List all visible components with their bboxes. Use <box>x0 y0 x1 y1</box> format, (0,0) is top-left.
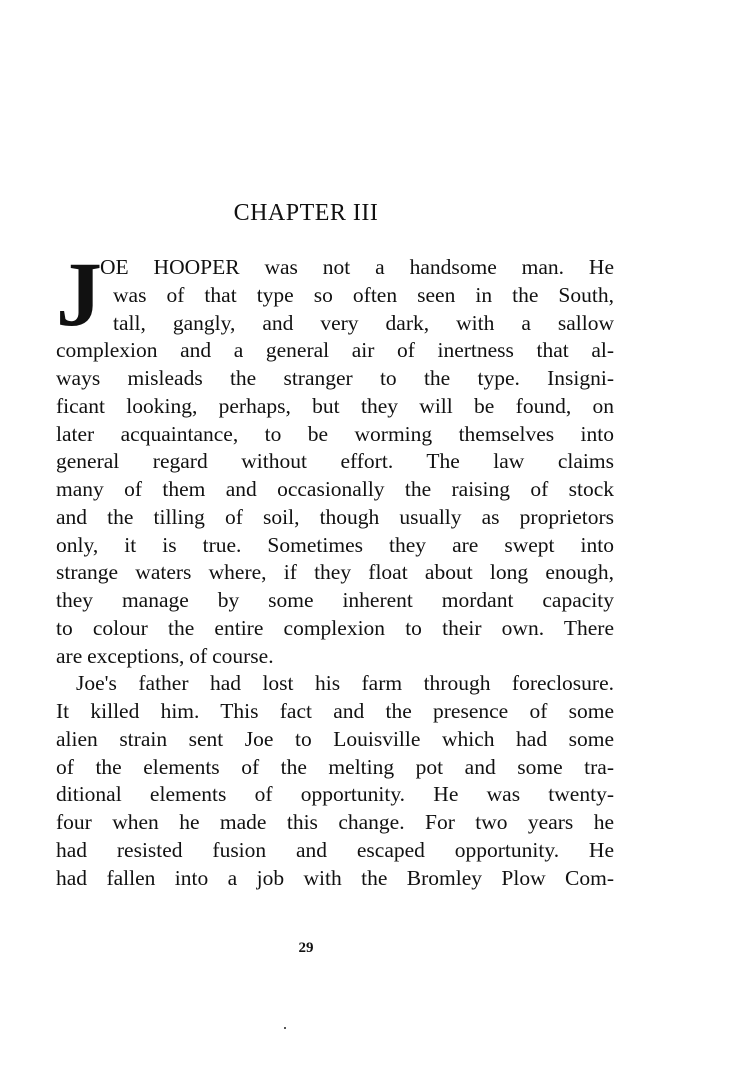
text-line: had fallen into a job with the Bromley Plow Com- <box>56 865 614 890</box>
chapter-heading: CHAPTER III <box>233 200 379 226</box>
text-line: ficant looking, perhaps, but they will be found, on <box>56 393 614 418</box>
text-line: strange waters where, if they float about long enough, <box>56 560 614 585</box>
text-line: four when he made this change. For two years he <box>56 810 614 834</box>
text-line: had resisted fusion and escaped opportunity. He <box>56 837 614 862</box>
page-number: 29 <box>298 940 314 956</box>
body-text <box>56 243 614 892</box>
text-line: was of that type so often seen in the South, <box>113 282 614 307</box>
text-line: and the tilling of soil, though usually as proprietors <box>56 504 614 529</box>
text-line: are exceptions, of course. <box>56 643 274 668</box>
text-line: only, it is true. Sometimes they are swept into <box>56 532 614 557</box>
scan-speck <box>284 1027 286 1029</box>
drop-cap: J <box>56 243 102 345</box>
text-line: they manage by some inherent mordant capacity <box>56 588 614 612</box>
text-line: to colour the entire complexion to their own. There <box>56 615 614 640</box>
text-line: later acquaintance, to be worming themselves into <box>56 421 614 446</box>
text-line: many of them and occasionally the raising of stock <box>56 477 614 501</box>
text-line: ditional elements of opportunity. He was twenty- <box>56 782 614 807</box>
text-line: It killed him. This fact and the presence of some <box>56 699 614 723</box>
text-line: tall, gangly, and very dark, with a sallow <box>113 310 614 335</box>
text-line: alien strain sent Joe to Louisville which had some <box>56 726 614 751</box>
text-line: complexion and a general air of inertness that al- <box>56 338 614 363</box>
text-line: ways misleads the stranger to the type. Insigni- <box>56 366 614 390</box>
text-line: of the elements of the melting pot and some tra- <box>56 754 614 779</box>
text-line: general regard without effort. The law claims <box>56 449 614 474</box>
text-line: Joe's father had lost his farm through foreclosure. <box>76 671 614 696</box>
text-line: OE HOOPER was not a handsome man. He <box>100 255 614 279</box>
